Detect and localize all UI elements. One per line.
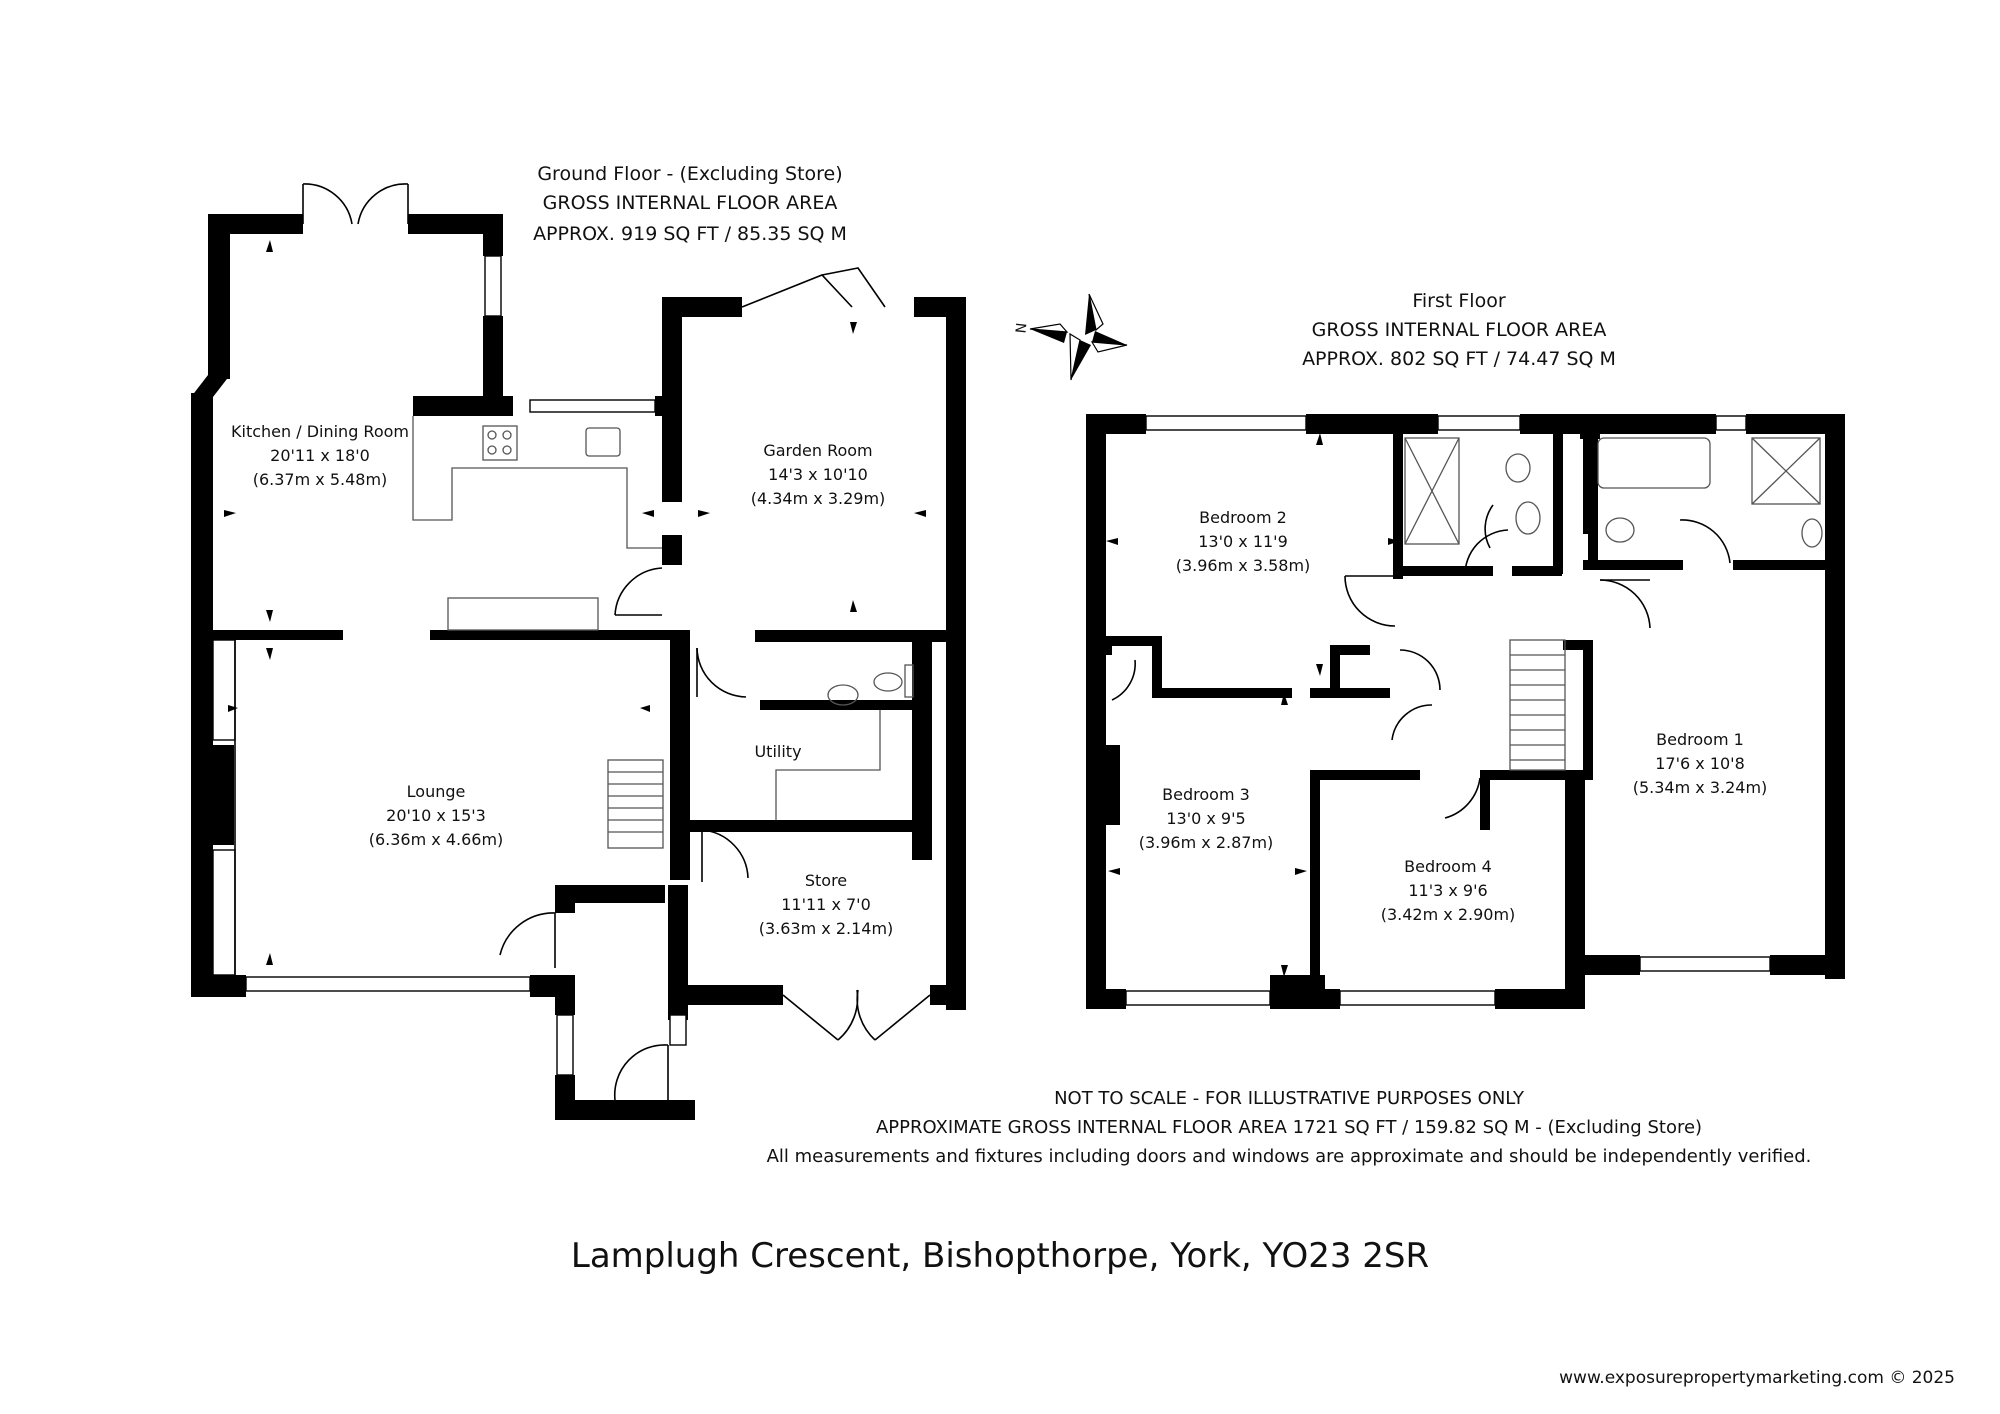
svg-text:(6.37m x 5.48m): (6.37m x 5.48m) xyxy=(252,470,388,489)
ground-floor-area-value: APPROX. 919 SQ FT / 85.35 SQ M xyxy=(533,223,847,245)
room-lounge xyxy=(369,782,504,849)
room-kitchen-dining xyxy=(231,422,409,489)
svg-text:(3.63m x 2.14m): (3.63m x 2.14m) xyxy=(758,919,894,938)
svg-text:Garden Room: Garden Room xyxy=(763,441,873,460)
ground-floor-area-label: GROSS INTERNAL FLOOR AREA xyxy=(542,192,838,214)
svg-text:(3.42m x 2.90m): (3.42m x 2.90m) xyxy=(1380,905,1516,924)
property-address: Lamplugh Crescent, Bishopthorpe, York, YO23 2SR xyxy=(570,1236,1430,1276)
first-floor-plan xyxy=(1086,290,1845,1009)
svg-text:11'3 x 9'6: 11'3 x 9'6 xyxy=(1408,881,1488,900)
svg-text:(6.36m x 4.66m): (6.36m x 4.66m) xyxy=(368,830,504,849)
first-floor-title: First Floor xyxy=(1412,290,1506,312)
first-floor-fixtures xyxy=(1405,438,1822,770)
note-verification: All measurements and fixtures including doors and windows are approximate and should be independently verified. xyxy=(766,1146,1812,1167)
room-bedroom-3 xyxy=(1139,785,1274,852)
note-not-to-scale: NOT TO SCALE - FOR ILLUSTRATIVE PURPOSES ONLY xyxy=(1054,1088,1524,1109)
ground-floor-title: Ground Floor - (Excluding Store) xyxy=(537,163,843,185)
room-bedroom-1 xyxy=(1633,730,1768,797)
svg-text:Lounge: Lounge xyxy=(406,782,466,801)
room-utility xyxy=(754,742,801,761)
svg-text:(4.34m x 3.29m): (4.34m x 3.29m) xyxy=(750,489,886,508)
svg-text:20'10 x 15'3: 20'10 x 15'3 xyxy=(386,806,486,825)
svg-text:Utility: Utility xyxy=(754,742,802,761)
ground-floor-plan xyxy=(191,163,966,1120)
ground-floor-windows xyxy=(213,256,686,1075)
svg-text:Store: Store xyxy=(804,871,848,890)
svg-text:20'11 x 18'0: 20'11 x 18'0 xyxy=(270,446,370,465)
svg-text:(3.96m x 2.87m): (3.96m x 2.87m) xyxy=(1138,833,1274,852)
svg-text:Bedroom 3: Bedroom 3 xyxy=(1162,785,1250,804)
svg-text:13'0 x 11'9: 13'0 x 11'9 xyxy=(1198,532,1288,551)
first-floor-doors xyxy=(1112,505,1730,818)
svg-text:14'3 x 10'10: 14'3 x 10'10 xyxy=(768,465,868,484)
svg-text:Kitchen / Dining Room: Kitchen / Dining Room xyxy=(231,422,409,441)
svg-text:Bedroom 4: Bedroom 4 xyxy=(1404,857,1492,876)
disclaimer-notes xyxy=(767,1088,1812,1167)
copyright-credit: www.exposurepropertymarketing.com © 2025 xyxy=(1559,1368,1955,1388)
svg-text:17'6 x 10'8: 17'6 x 10'8 xyxy=(1655,754,1745,773)
room-bedroom-2 xyxy=(1176,508,1311,575)
room-bedroom-4 xyxy=(1381,857,1516,924)
compass-rose-icon xyxy=(1013,294,1127,380)
first-floor-area-value: APPROX. 802 SQ FT / 74.47 SQ M xyxy=(1302,348,1616,370)
svg-text:(3.96m x 3.58m): (3.96m x 3.58m) xyxy=(1175,556,1311,575)
first-floor-area-label: GROSS INTERNAL FLOOR AREA xyxy=(1311,319,1607,341)
ground-floor-measure-marks xyxy=(224,240,926,965)
svg-text:(5.34m x 3.24m): (5.34m x 3.24m) xyxy=(1632,778,1768,797)
svg-text:Bedroom 2: Bedroom 2 xyxy=(1199,508,1287,527)
svg-text:Bedroom 1: Bedroom 1 xyxy=(1656,730,1744,749)
svg-text:13'0 x 9'5: 13'0 x 9'5 xyxy=(1166,809,1246,828)
svg-text:11'11 x 7'0: 11'11 x 7'0 xyxy=(781,895,871,914)
room-garden-room xyxy=(751,441,886,508)
compass-north-label: N xyxy=(1013,322,1031,335)
note-total-area: APPROXIMATE GROSS INTERNAL FLOOR AREA 1721 SQ FT / 159.82 SQ M - (Excluding Store) xyxy=(875,1117,1703,1138)
room-store xyxy=(759,871,894,938)
